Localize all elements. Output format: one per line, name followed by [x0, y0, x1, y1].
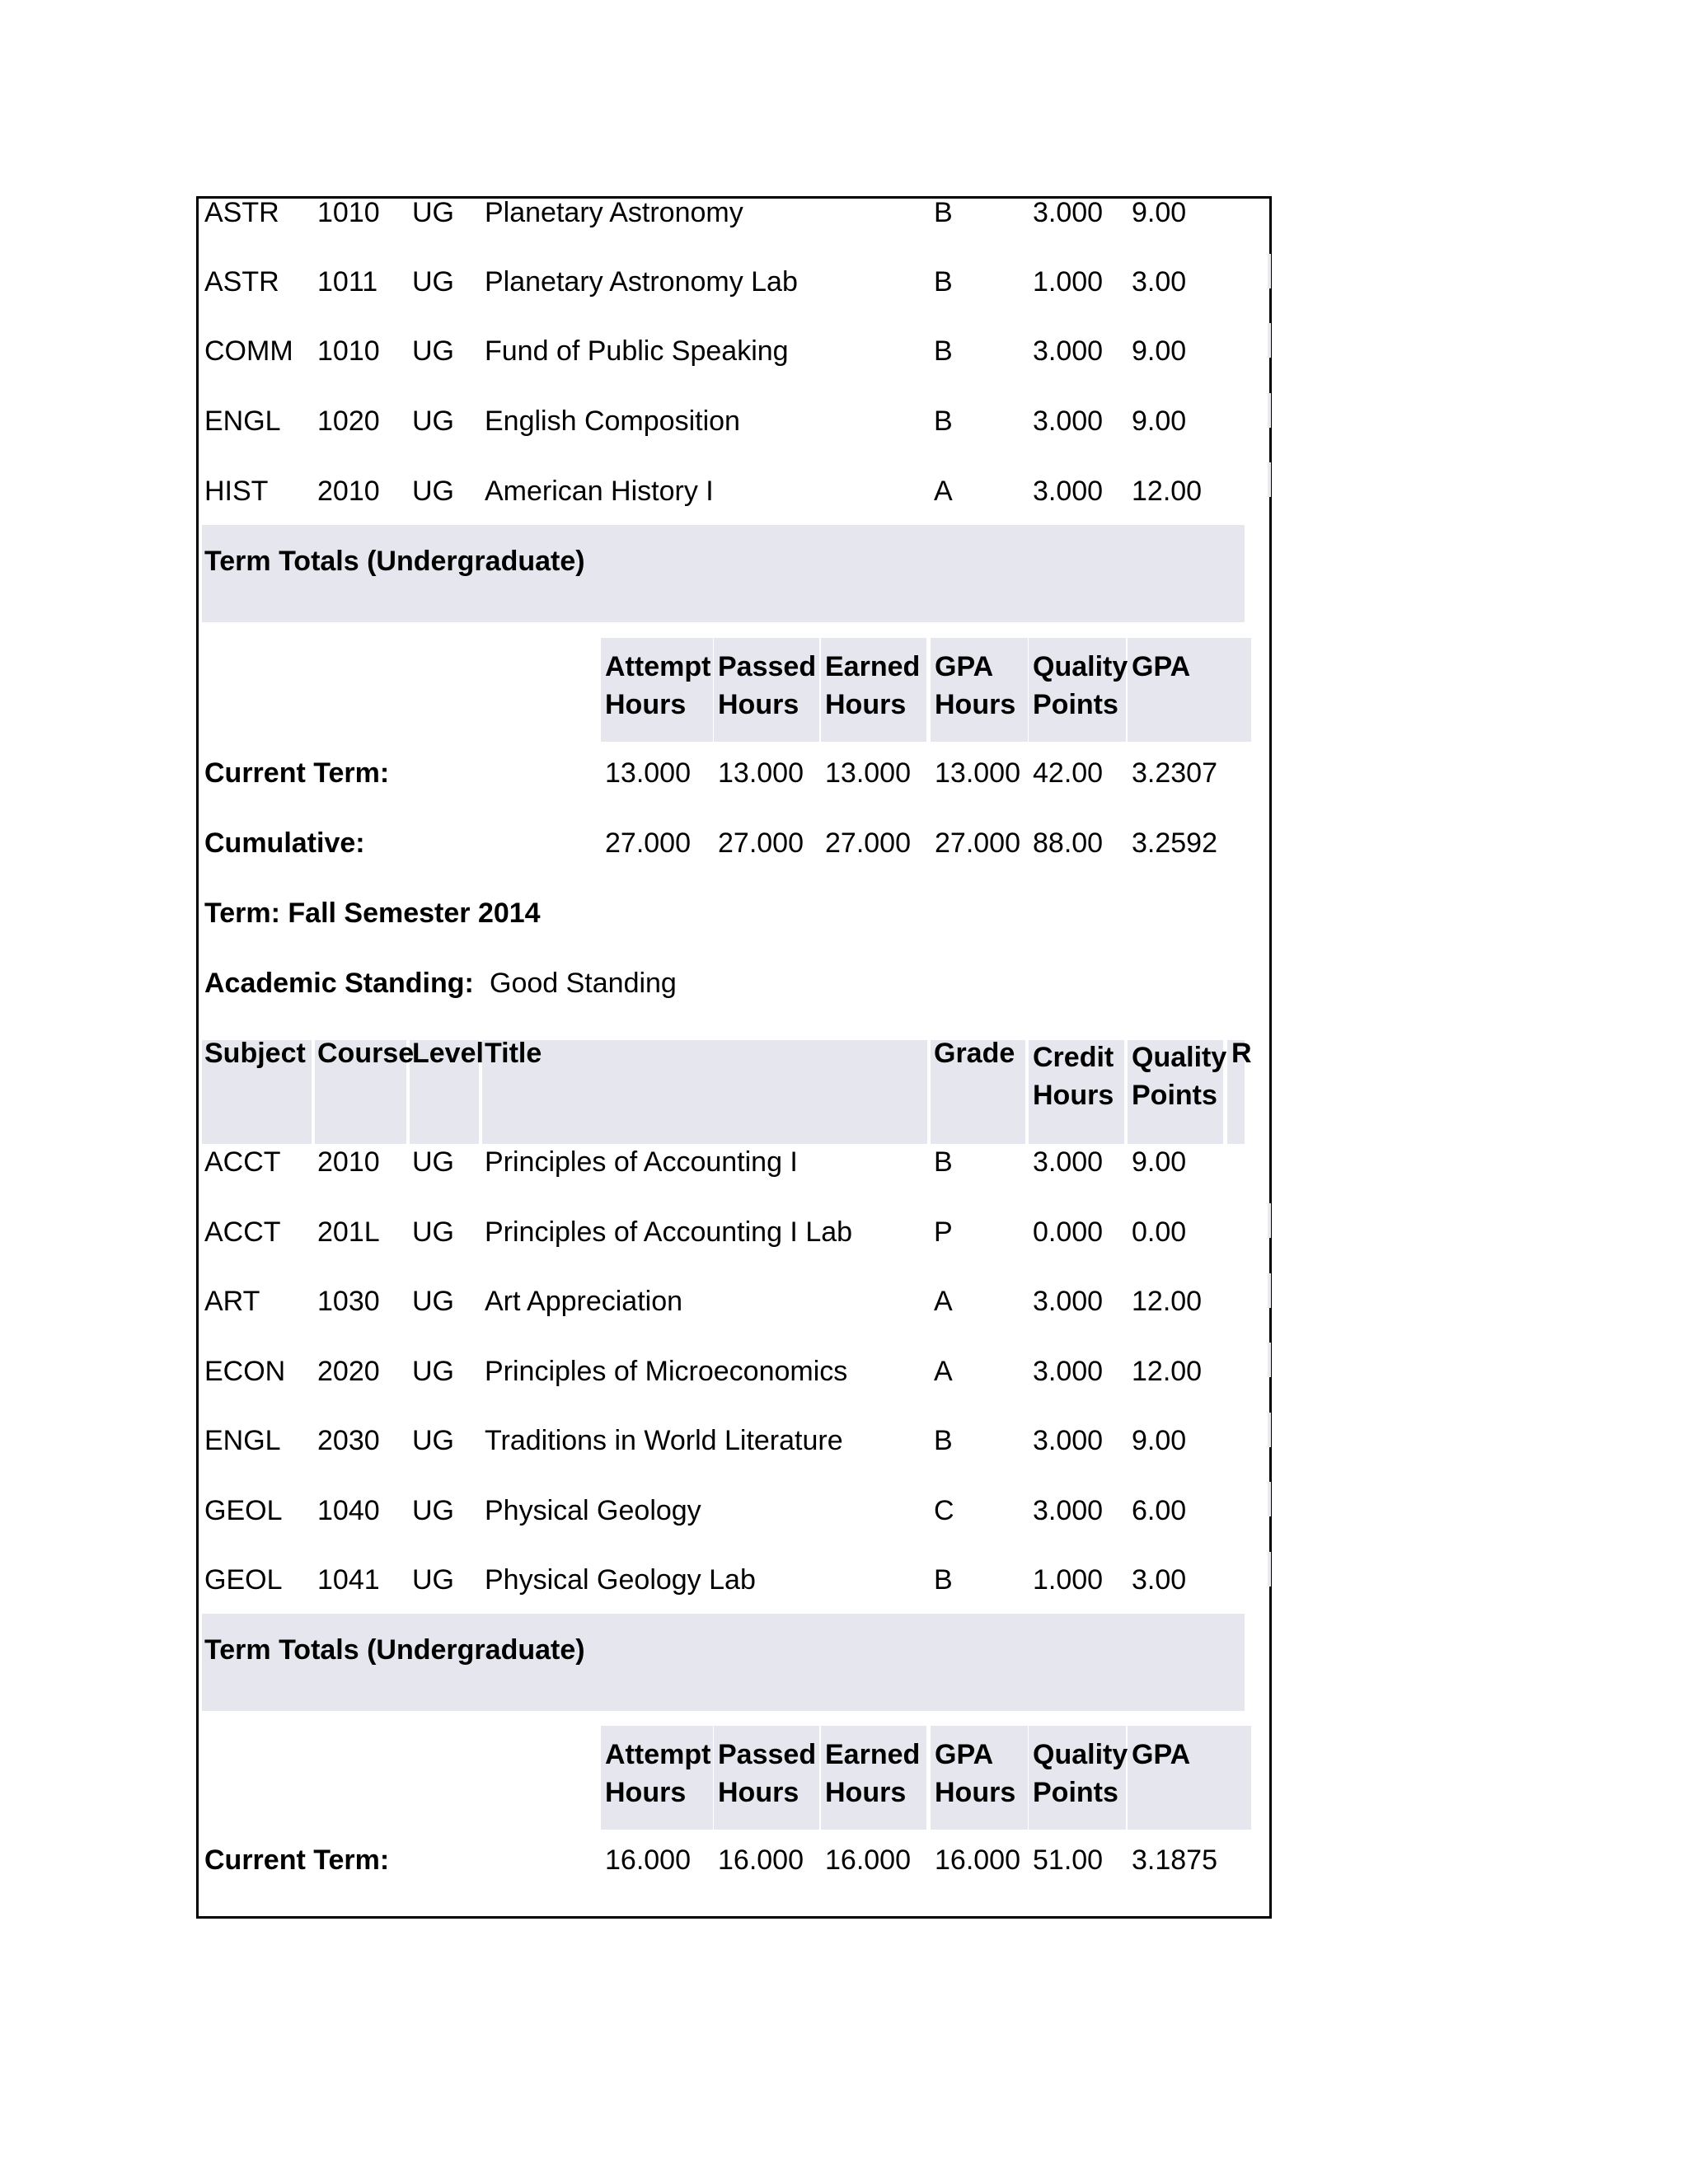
cell-subject: ART	[204, 1286, 260, 1317]
cell-level: UG	[412, 405, 454, 437]
cell-course: 201L	[317, 1216, 380, 1248]
cell-quality-points: 9.00	[1132, 197, 1187, 228]
totals-value: 3.2592	[1132, 827, 1217, 859]
header-quality-points: Quality Points	[1132, 1042, 1227, 1111]
cell-grade: P	[934, 1216, 953, 1248]
totals-value: 13.000	[718, 757, 804, 789]
cell-level: UG	[412, 1564, 454, 1596]
cell-subject: ENGL	[204, 1425, 281, 1456]
row-separator	[1268, 323, 1271, 358]
cell-credit-hours: 0.000	[1033, 1216, 1104, 1248]
term-totals-title: Term Totals (Undergraduate)	[204, 1634, 585, 1666]
cell-credit-hours: 3.000	[1033, 476, 1104, 507]
header-subject: Subject	[204, 1038, 306, 1069]
cell-credit-hours: 3.000	[1033, 1146, 1104, 1178]
cumulative-label: Cumulative:	[204, 827, 365, 859]
cell-course: 1011	[317, 266, 378, 298]
cell-level: UG	[412, 266, 454, 298]
row-separator	[1268, 462, 1271, 497]
cell-subject: ACCT	[204, 1146, 281, 1178]
cell-credit-hours: 3.000	[1033, 197, 1104, 228]
cell-credit-hours: 1.000	[1033, 266, 1104, 298]
totals-value: 42.00	[1033, 757, 1104, 789]
cell-level: UG	[412, 1495, 454, 1526]
row-separator	[1268, 393, 1271, 428]
cell-quality-points: 9.00	[1132, 1146, 1187, 1178]
cell-subject: GEOL	[204, 1495, 283, 1526]
totals-value: 13.000	[825, 757, 911, 789]
cell-title: Principles of Accounting I Lab	[485, 1216, 853, 1248]
cell-subject: ECON	[204, 1356, 286, 1387]
row-separator	[1268, 1482, 1271, 1516]
cell-subject: HIST	[204, 476, 269, 507]
totals-header-label: Quality Points	[1033, 651, 1128, 720]
header-title: Title	[485, 1038, 542, 1069]
totals-value: 51.00	[1033, 1844, 1104, 1876]
cell-course: 1030	[317, 1286, 380, 1317]
totals-value: 16.000	[605, 1844, 691, 1876]
cell-course: 2010	[317, 1146, 380, 1178]
cell-grade: C	[934, 1495, 954, 1526]
row-separator	[1268, 1413, 1271, 1447]
cell-subject: GEOL	[204, 1564, 283, 1596]
totals-value: 16.000	[935, 1844, 1020, 1876]
cell-grade: A	[934, 1356, 953, 1387]
cell-level: UG	[412, 1425, 454, 1456]
cell-course: 1010	[317, 197, 380, 228]
cell-credit-hours: 3.000	[1033, 1425, 1104, 1456]
cell-title: Planetary Astronomy Lab	[485, 266, 798, 298]
totals-header-label: GPA Hours	[935, 651, 1016, 720]
cell-level: UG	[412, 1216, 454, 1248]
cell-grade: B	[934, 335, 953, 367]
cell-credit-hours: 3.000	[1033, 1495, 1104, 1526]
cell-credit-hours: 1.000	[1033, 1564, 1104, 1596]
totals-value: 3.1875	[1132, 1844, 1217, 1876]
cell-course: 1041	[317, 1564, 380, 1596]
totals-header-label: Passed Hours	[718, 651, 817, 720]
cell-quality-points: 3.00	[1132, 266, 1187, 298]
cell-course: 1040	[317, 1495, 380, 1526]
cell-quality-points: 9.00	[1132, 335, 1187, 367]
cell-subject: ENGL	[204, 405, 281, 437]
cell-level: UG	[412, 476, 454, 507]
cell-level: UG	[412, 197, 454, 228]
totals-value: 88.00	[1033, 827, 1104, 859]
cell-credit-hours: 3.000	[1033, 1356, 1104, 1387]
totals-value: 16.000	[825, 1844, 911, 1876]
row-separator	[1268, 1203, 1271, 1238]
cell-quality-points: 3.00	[1132, 1564, 1187, 1596]
header-level: Level	[412, 1038, 484, 1069]
totals-value: 27.000	[718, 827, 804, 859]
cell-quality-points: 12.00	[1132, 1286, 1203, 1317]
cell-level: UG	[412, 1286, 454, 1317]
cell-course: 2010	[317, 476, 380, 507]
cell-course: 1020	[317, 405, 380, 437]
cell-credit-hours: 3.000	[1033, 335, 1104, 367]
cell-course: 2030	[317, 1425, 380, 1456]
totals-header-label: Earned Hours	[825, 651, 921, 720]
cell-quality-points: 12.00	[1132, 1356, 1203, 1387]
totals-header-label: Attempt Hours	[605, 1739, 711, 1808]
course-header-cell	[482, 1040, 927, 1144]
cell-subject: ASTR	[204, 197, 279, 228]
cell-credit-hours: 3.000	[1033, 1286, 1104, 1317]
term-totals-title: Term Totals (Undergraduate)	[204, 546, 585, 577]
totals-value: 13.000	[935, 757, 1020, 789]
totals-value: 3.2307	[1132, 757, 1217, 789]
cell-grade: B	[934, 1146, 953, 1178]
cell-quality-points: 9.00	[1132, 405, 1187, 437]
cell-title: Traditions in World Literature	[485, 1425, 843, 1456]
cell-subject: ASTR	[204, 266, 279, 298]
cell-title: Planetary Astronomy	[485, 197, 743, 228]
cell-grade: A	[934, 476, 953, 507]
header-credit-hours: Credit Hours	[1033, 1042, 1114, 1111]
row-separator	[1268, 1273, 1271, 1308]
term-label: Term: Fall Semester 2014	[204, 898, 541, 929]
cell-grade: B	[934, 405, 953, 437]
cell-title: Physical Geology Lab	[485, 1564, 756, 1596]
cell-grade: A	[934, 1286, 953, 1317]
cell-title: Principles of Microeconomics	[485, 1356, 848, 1387]
totals-header-label: GPA	[1132, 1739, 1191, 1770]
cell-quality-points: 12.00	[1132, 476, 1203, 507]
header-grade: Grade	[934, 1038, 1015, 1069]
cell-grade: B	[934, 1425, 953, 1456]
totals-header-label: Earned Hours	[825, 1739, 921, 1808]
totals-value: 27.000	[935, 827, 1020, 859]
cell-level: UG	[412, 1356, 454, 1387]
cell-grade: B	[934, 1564, 953, 1596]
cell-quality-points: 6.00	[1132, 1495, 1187, 1526]
current-term-label: Current Term:	[204, 757, 390, 789]
current-term-label: Current Term:	[204, 1844, 390, 1876]
header-course: Course	[317, 1038, 415, 1069]
row-separator	[1268, 254, 1271, 288]
cell-subject: ACCT	[204, 1216, 281, 1248]
totals-header-label: Quality Points	[1033, 1739, 1128, 1808]
academic-standing-value: Good Standing	[490, 968, 677, 999]
totals-value: 16.000	[718, 1844, 804, 1876]
cell-title: Principles of Accounting I	[485, 1146, 798, 1178]
cell-title: Art Appreciation	[485, 1286, 683, 1317]
totals-value: 27.000	[825, 827, 911, 859]
row-separator	[1268, 1552, 1271, 1586]
cell-grade: B	[934, 197, 953, 228]
cell-credit-hours: 3.000	[1033, 405, 1104, 437]
cell-title: Fund of Public Speaking	[485, 335, 789, 367]
totals-header-label: GPA	[1132, 651, 1191, 682]
cell-title: English Composition	[485, 405, 740, 437]
cell-course: 2020	[317, 1356, 380, 1387]
cell-grade: B	[934, 266, 953, 298]
cell-quality-points: 9.00	[1132, 1425, 1187, 1456]
cell-quality-points: 0.00	[1132, 1216, 1187, 1248]
header-r: R	[1231, 1038, 1252, 1069]
cell-course: 1010	[317, 335, 380, 367]
cell-title: American History I	[485, 476, 714, 507]
totals-header-label: Attempt Hours	[605, 651, 711, 720]
totals-value: 13.000	[605, 757, 691, 789]
cell-title: Physical Geology	[485, 1495, 701, 1526]
row-separator	[1268, 1343, 1271, 1377]
totals-value: 27.000	[605, 827, 691, 859]
cell-level: UG	[412, 335, 454, 367]
cell-level: UG	[412, 1146, 454, 1178]
cell-subject: COMM	[204, 335, 293, 367]
totals-header-label: Passed Hours	[718, 1739, 817, 1808]
totals-header-label: GPA Hours	[935, 1739, 1016, 1808]
academic-standing-label: Academic Standing:	[204, 968, 474, 999]
